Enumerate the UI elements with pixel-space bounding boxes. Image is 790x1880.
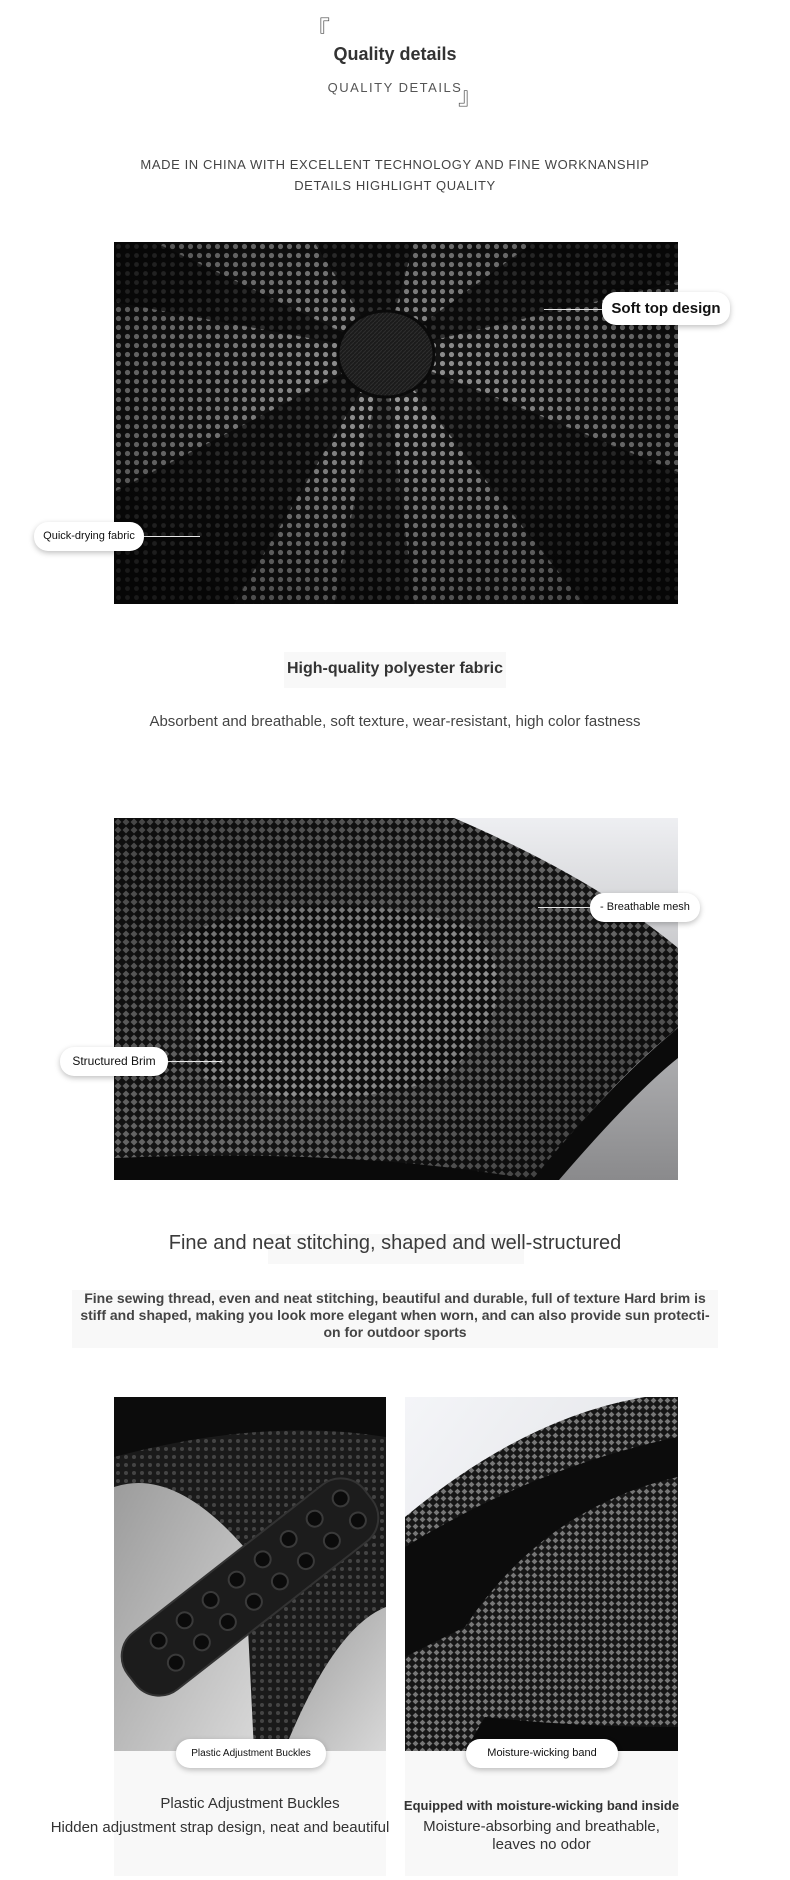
close-bracket: 』 — [458, 82, 482, 110]
section-2-description-line-2: stiff and shaped, making you look more elegant when worn, and can also provide sun protecti- — [80, 1307, 710, 1323]
mesh-panel-photo — [114, 818, 678, 1180]
callout-moisture-wicking-band: Moisture-wicking band — [466, 1739, 618, 1768]
breathable-mesh-leader-line — [538, 907, 598, 908]
section-1-title: High-quality polyester fabric — [286, 660, 504, 677]
right-panel-backdrop — [405, 1750, 678, 1876]
section-3-left-title: Plastic Adjustment Buckles — [160, 1795, 340, 1812]
section-3-right-line-1: Equipped with moisture-wicking band inside — [403, 1798, 680, 1813]
section-2-description-line-3: on for outdoor sports — [323, 1324, 467, 1340]
adjustment-buckle-image — [114, 1397, 386, 1751]
callout-plastic-adjustment-buckles: Plastic Adjustment Buckles — [176, 1739, 326, 1768]
tagline-line-2: DETAILS HIGHLIGHT QUALITY — [294, 178, 496, 193]
tagline-line-1: MADE IN CHINA WITH EXCELLENT TECHNOLOGY AND FINE WORKNANSHIP — [140, 157, 650, 172]
callout-quick-drying-fabric: Quick-drying fabric — [34, 522, 144, 551]
section-2-title: Fine and neat stitching, shaped and well-structured — [168, 1232, 622, 1254]
section-3-right-line-2: Moisture-absorbing and breathable, — [423, 1818, 660, 1835]
page-subtitle: QUALITY DETAILS — [327, 80, 463, 95]
section-3-left-description: Hidden adjustment strap design, neat and beautiful — [50, 1819, 390, 1836]
mesh-panel-image — [114, 818, 678, 1180]
left-panel-backdrop — [114, 1750, 386, 1876]
open-bracket: 『 — [306, 16, 330, 44]
adjustment-buckle-photo — [114, 1397, 386, 1751]
section-2-description-line-1: Fine sewing thread, even and neat stitching, beautiful and durable, full of texture Hard brim is — [84, 1290, 706, 1306]
callout-soft-top-design: Soft top design — [602, 292, 730, 325]
crown-closeup-photo — [114, 242, 678, 604]
structured-brim-leader-line — [160, 1061, 222, 1062]
callout-breathable-mesh: - Breathable mesh — [590, 893, 700, 922]
soft-top-leader-line — [544, 309, 606, 310]
crown-closeup-image — [114, 242, 678, 604]
quick-drying-leader-line — [140, 536, 200, 537]
moisture-band-image — [405, 1397, 678, 1751]
page-title: Quality details — [333, 44, 457, 64]
section-3-right-line-3: leaves no odor — [492, 1836, 591, 1853]
moisture-band-photo — [405, 1397, 678, 1751]
callout-structured-brim: Structured Brim — [60, 1047, 168, 1076]
section-1-description: Absorbent and breathable, soft texture, wear-resistant, high color fastness — [149, 713, 641, 730]
